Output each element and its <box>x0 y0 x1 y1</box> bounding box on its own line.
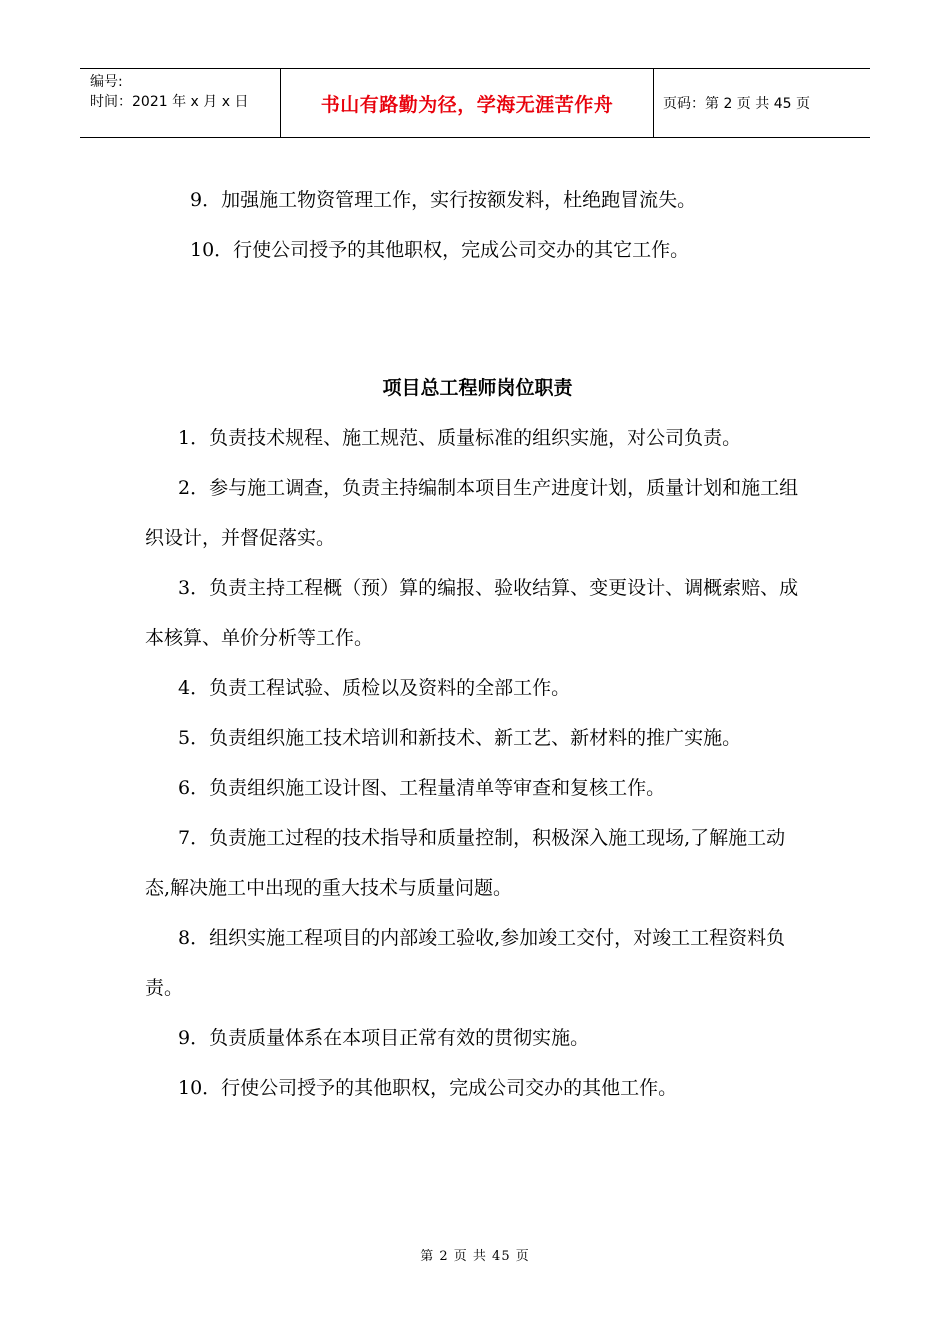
document-body <box>145 188 810 1126</box>
intro-item: 10．行使公司授予的其他职权，完成公司交办的其它工作。 <box>190 239 690 261</box>
header-motto: 书山有路勤为径，学海无涯苦作舟 <box>281 69 654 137</box>
duty-item: 6．负责组织施工设计图、工程量清单等审查和复核工作。 <box>178 777 666 799</box>
section-title: 项目总工程师岗位职责 <box>382 377 573 399</box>
page-header <box>80 68 870 138</box>
duty-item: 4．负责工程试验、质检以及资料的全部工作。 <box>178 677 571 699</box>
duty-item: 7．负责施工过程的技术指导和质量控制，积极深入施工现场,了解施工动态,解决施工中出现的重大技术与质量问题。 <box>145 827 786 899</box>
duty-item: 3．负责主持工程概（预）算的编报、验收结算、变更设计、调概索赔、成本核算、单价分析等工作。 <box>145 577 799 649</box>
duty-item: 9．负责质量体系在本项目正常有效的贯彻实施。 <box>178 1027 590 1049</box>
duty-item: 10．行使公司授予的其他职权，完成公司交办的其他工作。 <box>178 1077 678 1099</box>
header-meta <box>80 69 281 137</box>
number-label: 编号: <box>90 74 123 90</box>
time-label: 时间：2021 年 x 月 x 日 <box>90 94 249 110</box>
intro-item: 9．加强施工物资管理工作，实行按额发料，杜绝跑冒流失。 <box>190 189 697 211</box>
duty-item: 8．组织实施工程项目的内部竣工验收,参加竣工交付，对竣工工程资料负责。 <box>145 927 786 999</box>
header-page-info: 页码：第 2 页 共 45 页 <box>663 96 810 112</box>
duty-item: 5．负责组织施工技术培训和新技术、新工艺、新材料的推广实施。 <box>178 727 742 749</box>
duty-item: 1．负责技术规程、施工规范、质量标准的组织实施，对公司负责。 <box>178 427 742 449</box>
duty-item: 2．参与施工调查，负责主持编制本项目生产进度计划，质量计划和施工组织设计，并督促落实。 <box>145 477 799 549</box>
page-footer: 第 2 页 共 45 页 <box>420 1249 530 1264</box>
